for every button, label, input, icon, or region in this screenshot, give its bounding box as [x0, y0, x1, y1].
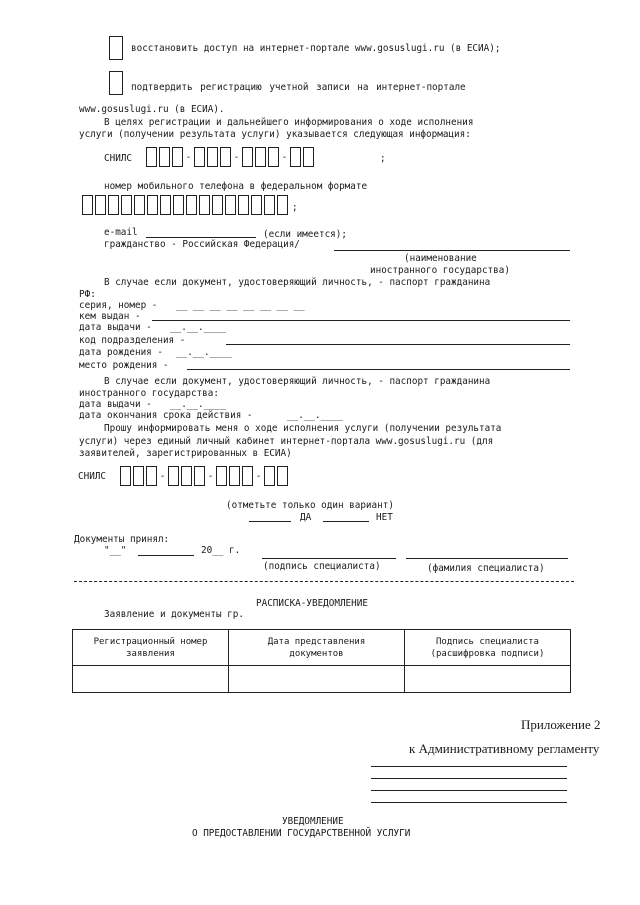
rf-passport-line2: РФ:	[79, 289, 96, 300]
foreign-issue-label: дата выдачи -	[79, 399, 152, 410]
notify-line1: Прошу информировать меня о ходе исполнения услуги (получении результата	[104, 423, 502, 434]
series-field[interactable]: __ __ __ __ __ __ __ __	[176, 300, 305, 311]
birth-place-field[interactable]	[187, 369, 570, 370]
accept-month-field[interactable]	[138, 555, 194, 556]
snils2-label: СНИЛС	[78, 471, 106, 482]
info-paragraph-line2: услуги (получении результата услуги) указывается следующая информация:	[79, 129, 471, 140]
signature-field[interactable]	[262, 558, 396, 559]
birth-date-field[interactable]: __.__.____	[176, 347, 232, 358]
appendix-subtitle: к Административному регламенту	[409, 741, 600, 756]
email-field[interactable]	[146, 237, 256, 238]
table-header-reg-number: Регистрационный номер заявления	[73, 630, 229, 666]
choice-no-field[interactable]	[323, 521, 369, 522]
confirm-registration-label-cont: www.gosuslugi.ru (в ЕСИА).	[79, 104, 225, 115]
choice-note: (отметьте только один вариант)	[226, 500, 394, 511]
citizenship-label: гражданство - Российская Федерация/	[104, 239, 300, 250]
snils2-input-cells[interactable]: - - -	[120, 466, 290, 486]
choice-yes-label: ДА	[300, 512, 312, 523]
cut-line	[74, 581, 574, 582]
confirm-registration-label: подтвердить регистрацию учетной записи на интернет-портале	[131, 82, 466, 93]
accept-day-field[interactable]: "__"	[104, 545, 127, 556]
rf-passport-line1: В случае если документ, удостоверяющий личность, - паспорт гражданина	[104, 277, 491, 288]
notify-line3: заявителей, зарегистрированных в ЕСИА)	[79, 448, 292, 459]
appendix-line-2	[371, 778, 567, 779]
foreign-state-note-1: (наименование	[404, 253, 477, 264]
division-code-label: код подразделения -	[79, 335, 186, 346]
restore-access-label: восстановить доступ на интернет-портале www.gosuslugi.ru (в ЕСИА);	[131, 43, 501, 54]
foreign-doc-line2: иностранного государства:	[79, 388, 219, 399]
table-cell-reg-number[interactable]	[73, 666, 229, 693]
issue-date-label: дата выдачи -	[79, 322, 152, 333]
snils-input-cells[interactable]: - - -	[146, 147, 316, 167]
accept-year-field[interactable]: 20__ г.	[201, 545, 241, 556]
docs-accepted-label: Документы принял:	[74, 534, 170, 545]
email-label: e-mail	[104, 227, 138, 238]
email-note: (если имеется);	[263, 229, 347, 240]
appendix-title: Приложение 2	[521, 717, 601, 732]
appendix-line-3	[371, 790, 567, 791]
issued-by-label: кем выдан -	[79, 311, 141, 322]
receipt-table	[72, 629, 571, 693]
table-header-signature: Подпись специалиста (расшифровка подписи)	[405, 630, 571, 666]
choice-yes-field[interactable]	[249, 521, 291, 522]
surname-caption: (фамилия специалиста)	[427, 563, 545, 574]
phone-input-cells[interactable]	[82, 195, 290, 215]
table-cell-signature[interactable]	[405, 666, 571, 693]
appendix-line-4	[371, 802, 567, 803]
notify-line2: услуги) через единый личный кабинет интернет-портала www.gosuslugi.ru (для	[79, 436, 494, 447]
appendix-line-1	[371, 766, 567, 767]
foreign-issue-field[interactable]: __.__.____	[170, 399, 226, 410]
validity-field[interactable]: __.__.____	[287, 410, 343, 421]
validity-label: дата окончания срока действия -	[79, 410, 253, 421]
phone-label: номер мобильного телефона в федеральном формате	[104, 181, 368, 192]
restore-access-checkbox[interactable]	[109, 36, 123, 60]
foreign-doc-line1: В случае если документ, удостоверяющий личность, - паспорт гражданина	[104, 376, 491, 387]
issued-by-field[interactable]	[152, 320, 570, 321]
receipt-subtitle: Заявление и документы гр.	[104, 609, 244, 620]
issue-date-field[interactable]: __.__.____	[170, 322, 226, 333]
snils-end-mark: ;	[380, 153, 386, 164]
confirm-registration-checkbox[interactable]	[109, 71, 123, 95]
info-paragraph-line1: В целях регистрации и дальнейшего информирования о ходе исполнения	[104, 117, 474, 128]
snils-label: СНИЛС	[104, 153, 132, 164]
foreign-state-field[interactable]	[334, 250, 570, 251]
notice-subtitle: О ПРЕДОСТАВЛЕНИИ ГОСУДАРСТВЕННОЙ УСЛУГИ	[192, 828, 411, 839]
receipt-title: РАСПИСКА-УВЕДОМЛЕНИЕ	[256, 598, 368, 609]
notice-title: УВЕДОМЛЕНИЕ	[282, 816, 344, 827]
birth-date-label: дата рождения -	[79, 347, 163, 358]
phone-end-mark: ;	[292, 202, 298, 213]
choice-no-label: НЕТ	[376, 512, 393, 523]
surname-field[interactable]	[406, 558, 568, 559]
table-cell-submit-date[interactable]	[229, 666, 405, 693]
foreign-state-note-2: иностранного государства)	[370, 265, 510, 276]
series-label: серия, номер -	[79, 300, 158, 311]
table-header-submit-date: Дата представления документов	[229, 630, 405, 666]
birth-place-label: место рождения -	[79, 360, 169, 371]
division-code-field[interactable]	[226, 344, 570, 345]
signature-caption: (подпись специалиста)	[263, 561, 381, 572]
